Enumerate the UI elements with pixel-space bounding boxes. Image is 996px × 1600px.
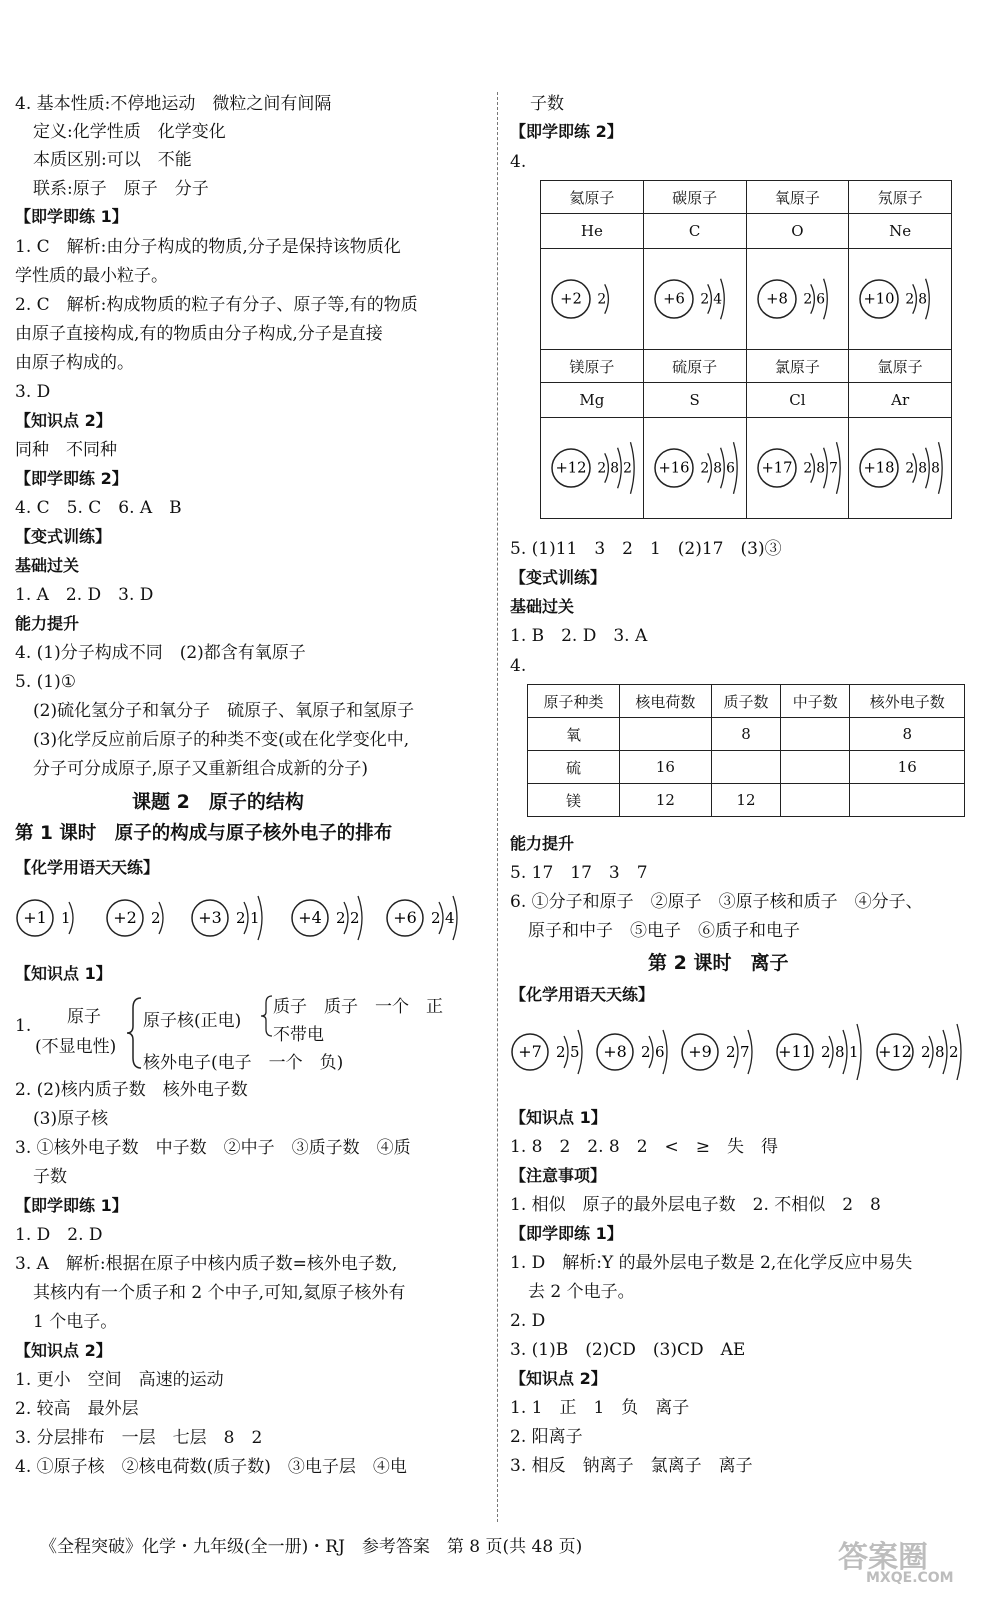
right-line: 1. B 2. D 3. A bbox=[510, 626, 648, 646]
atom-diagram bbox=[860, 279, 929, 319]
atom-diagram bbox=[292, 896, 362, 940]
atom-diagram bbox=[552, 280, 608, 318]
right-line: 3. (1)B (2)CD (3)CD AE bbox=[510, 1340, 746, 1360]
table-row bbox=[528, 718, 965, 751]
particle-table-cell: 硫 bbox=[528, 751, 620, 784]
nucleus-charge: +4 bbox=[298, 908, 322, 927]
particle-table-cell bbox=[619, 718, 711, 751]
nucleus-charge: +9 bbox=[688, 1042, 712, 1061]
shell-electron-count: 2 bbox=[236, 909, 246, 927]
right-line: 子数 bbox=[530, 94, 564, 114]
right-line: 2. D bbox=[510, 1311, 546, 1331]
shell-electron-count: 1 bbox=[250, 909, 260, 927]
atom-name-cell: 碳原子 bbox=[643, 181, 746, 214]
right-line: 基础过关 bbox=[510, 597, 575, 616]
table-row bbox=[528, 751, 965, 784]
shell-electron-count: 4 bbox=[445, 909, 455, 927]
lesson-title: 课题 2 原子的结构 bbox=[132, 791, 304, 813]
left-line: (2)硫化氢分子和氧分子 硫原子、氧原子和氢原子 bbox=[33, 701, 415, 721]
left-line: 【即学即练 2】 bbox=[15, 469, 128, 488]
atom-diagram bbox=[758, 279, 827, 319]
atom-diagram bbox=[552, 442, 634, 494]
left-line: 2. C 解析:构成物质的粒子有分子、原子等,有的物质 bbox=[15, 295, 418, 315]
shell-electron-count: 7 bbox=[740, 1043, 750, 1061]
left-line: 【知识点 2】 bbox=[15, 1341, 112, 1360]
watermark-url: MXQE.COM bbox=[866, 1570, 954, 1586]
nucleus-charge: +6 bbox=[662, 290, 685, 308]
atom-structure-number: 1. bbox=[15, 1016, 32, 1036]
left-line: 基础过关 bbox=[15, 556, 80, 575]
nucleus-charge: +18 bbox=[863, 459, 895, 477]
left-line: 4. (1)分子构成不同 (2)都含有氧原子 bbox=[15, 643, 306, 663]
class-title: 第 1 课时 原子的构成与原子核外电子的排布 bbox=[15, 823, 393, 844]
right-line: 1. 1 正 1 负 离子 bbox=[510, 1398, 690, 1418]
right-line: 5. 17 17 3 7 bbox=[510, 863, 648, 883]
atom-diagram bbox=[107, 900, 163, 936]
atom-name-cell: 镁原子 bbox=[541, 350, 644, 383]
particle-table-cell: 8 bbox=[850, 718, 965, 751]
atom-diagram-cell bbox=[746, 418, 849, 519]
shell-electron-count: 4 bbox=[712, 291, 722, 308]
particle-table-cell bbox=[850, 784, 965, 817]
atom-diagram bbox=[758, 442, 840, 494]
left-brace bbox=[125, 996, 145, 1070]
left-line: (3)化学反应前后原子的种类不变(或在化学变化中, bbox=[33, 730, 410, 750]
shell-electron-count: 8 bbox=[610, 460, 620, 477]
left-line: 【即学即练 1】 bbox=[15, 207, 128, 226]
atom-name-cell: 氖原子 bbox=[849, 181, 952, 214]
left-line: 由原子构成的。 bbox=[15, 353, 134, 373]
atom-diagram bbox=[387, 896, 457, 940]
shell-electron-count: 5 bbox=[570, 1043, 580, 1061]
right-line: 【即学即练 2】 bbox=[510, 122, 623, 141]
left-line: 3. A 解析:根据在原子中核内质子数=核外电子数, bbox=[15, 1254, 398, 1274]
left-line: 3. 分层排布 一层 七层 8 2 bbox=[15, 1428, 263, 1448]
left-line: 【化学用语天天练】 bbox=[15, 858, 160, 877]
shell-electron-count: 7 bbox=[828, 460, 838, 477]
left-line: 【即学即练 1】 bbox=[15, 1196, 128, 1215]
shell-electron-count: 2 bbox=[726, 1043, 736, 1061]
neutron-label: 不带电 bbox=[273, 1025, 324, 1045]
particle-table-header: 质子数 bbox=[711, 685, 780, 718]
atom-diagram bbox=[597, 1030, 667, 1074]
left-line: 同种 不同种 bbox=[15, 440, 117, 460]
shell-electron-count: 8 bbox=[815, 460, 825, 477]
right-line: 【变式训练】 bbox=[510, 568, 607, 587]
shell-electron-count: 1 bbox=[849, 1043, 859, 1061]
proton-label: 质子 质子 一个 正 bbox=[273, 997, 443, 1017]
atom-name-cell: 硫原子 bbox=[643, 350, 746, 383]
shell-electron-count: 8 bbox=[712, 460, 722, 477]
nucleus-charge: +16 bbox=[658, 459, 690, 477]
left-line: 2. (2)核内质子数 核外电子数 bbox=[15, 1080, 248, 1100]
right-line: 【知识点 1】 bbox=[510, 1108, 607, 1127]
left-line: 分子可分成原子,原子又重新组合成新的分子) bbox=[33, 759, 369, 779]
particle-table-cell: 8 bbox=[711, 718, 780, 751]
atom-name-cell: 氧原子 bbox=[746, 181, 849, 214]
left-line: 本质区别:可以 不能 bbox=[33, 150, 192, 170]
right-line: 1. 相似 原子的最外层电子数 2. 不相似 2 8 bbox=[510, 1195, 881, 1215]
particle-table bbox=[527, 684, 965, 817]
particle-table-cell bbox=[781, 718, 850, 751]
atom-symbol-cell: Ne bbox=[849, 214, 952, 249]
shell-electron-count: 6 bbox=[725, 460, 735, 477]
column-divider bbox=[497, 92, 498, 1522]
shell-electron-count: 2 bbox=[336, 909, 346, 927]
atom-name-cell: 氯原子 bbox=[746, 350, 849, 383]
atom-diagram bbox=[17, 900, 73, 936]
atom-diagram-cell bbox=[541, 249, 644, 350]
atom-symbol-cell: He bbox=[541, 214, 644, 249]
watermark: 答案圈 bbox=[838, 1540, 928, 1575]
left-line: 【知识点 1】 bbox=[15, 964, 112, 983]
nucleus-charge: +6 bbox=[393, 908, 417, 927]
shell-electron-count: 2 bbox=[556, 1043, 566, 1061]
atom-diagram bbox=[192, 896, 262, 940]
particle-table-cell: 氧 bbox=[528, 718, 620, 751]
left-line: (3)原子核 bbox=[33, 1109, 109, 1129]
shell-electron-count: 6 bbox=[815, 291, 825, 308]
electron-label: 核外电子(电子 一个 负) bbox=[143, 1053, 344, 1073]
shell-electron-count: 2 bbox=[700, 460, 709, 477]
left-line: 1. D 2. D bbox=[15, 1225, 103, 1245]
particle-table-cell: 16 bbox=[850, 751, 965, 784]
atom-diagram bbox=[512, 1030, 582, 1074]
particle-table-cell bbox=[781, 751, 850, 784]
left-line: 其核内有一个质子和 2 个中子,可知,氦原子核外有 bbox=[33, 1283, 406, 1303]
left-line: 子数 bbox=[33, 1167, 67, 1187]
nucleus-charge: +8 bbox=[765, 290, 788, 308]
shell-electron-count: 8 bbox=[931, 460, 941, 477]
right-line: 【即学即练 1】 bbox=[510, 1224, 623, 1243]
right-line: 【注意事项】 bbox=[510, 1166, 607, 1185]
footer bbox=[40, 1532, 940, 1557]
right-line: 4. bbox=[510, 152, 527, 172]
left-line: 联系:原子 原子 分子 bbox=[33, 179, 209, 199]
atom-symbol-cell: Mg bbox=[541, 383, 644, 418]
left-line: 【变式训练】 bbox=[15, 527, 112, 546]
shell-electron-count: 2 bbox=[350, 909, 360, 927]
particle-table-cell: 16 bbox=[619, 751, 711, 784]
shell-electron-count: 2 bbox=[821, 1043, 831, 1061]
shell-electron-count: 1 bbox=[61, 909, 71, 927]
particle-table-header: 核外电子数 bbox=[850, 685, 965, 718]
atom-structure bbox=[15, 992, 485, 1074]
shell-electron-count: 2 bbox=[597, 460, 607, 477]
shell-electron-count: 2 bbox=[623, 460, 632, 477]
atom-label: 原子 bbox=[67, 1007, 101, 1027]
atom-diagram bbox=[655, 442, 737, 494]
particle-table-cell bbox=[781, 784, 850, 817]
right-line: 【化学用语天天练】 bbox=[510, 985, 655, 1004]
atom-symbol-cell: S bbox=[643, 383, 746, 418]
left-line: 1 个电子。 bbox=[33, 1312, 118, 1332]
shell-electron-count: 2 bbox=[641, 1043, 651, 1061]
left-line: 1. 更小 空间 高速的运动 bbox=[15, 1370, 224, 1390]
electron-table bbox=[540, 180, 952, 519]
shell-electron-count: 8 bbox=[918, 291, 928, 308]
atom-symbol-cell: O bbox=[746, 214, 849, 249]
right-line: 6. ①分子和原子 ②原子 ③原子核和质子 ④分子、 bbox=[510, 892, 923, 912]
left-line: 3. ①核外电子数 中子数 ②中子 ③质子数 ④质 bbox=[15, 1138, 411, 1158]
atom-diagram bbox=[860, 442, 942, 494]
nucleus-charge: +17 bbox=[760, 459, 793, 477]
left-line: 学性质的最小粒子。 bbox=[15, 266, 168, 286]
class2-title: 第 2 课时 离子 bbox=[648, 952, 789, 974]
nucleus-label: 原子核(正电) bbox=[143, 1011, 242, 1031]
shell-electron-count: 2 bbox=[905, 460, 915, 477]
particle-table-cell: 12 bbox=[711, 784, 780, 817]
nucleus-charge: +10 bbox=[863, 290, 895, 308]
right-line: 5. (1)11 3 2 1 (2)17 (3)③ bbox=[510, 539, 782, 559]
left-electron-diagrams bbox=[10, 882, 480, 956]
atom-diagram-cell bbox=[541, 418, 644, 519]
left-line: 5. (1)① bbox=[15, 672, 76, 692]
nucleus-charge: +2 bbox=[560, 290, 582, 308]
right-line: 原子和中子 ⑤电子 ⑥质子和电子 bbox=[528, 921, 800, 941]
atom-symbol-cell: Cl bbox=[746, 383, 849, 418]
shell-electron-count: 2 bbox=[802, 460, 812, 477]
shell-electron-count: 8 bbox=[935, 1043, 945, 1061]
atom-diagram bbox=[682, 1030, 752, 1074]
nucleus-charge: +8 bbox=[603, 1042, 627, 1061]
left-line: 4. C 5. C 6. A B bbox=[15, 498, 182, 518]
nucleus-charge: +11 bbox=[778, 1042, 812, 1061]
atom-name-cell: 氦原子 bbox=[541, 181, 644, 214]
nucleus-charge: +2 bbox=[113, 908, 137, 927]
nucleus-charge: +3 bbox=[198, 908, 222, 927]
shell-electron-count: 2 bbox=[802, 291, 812, 308]
particle-table-cell: 12 bbox=[619, 784, 711, 817]
right-line: 能力提升 bbox=[510, 834, 575, 853]
atom-diagram-cell bbox=[849, 418, 952, 519]
left-line: 3. D bbox=[15, 382, 51, 402]
nucleus-charge: +1 bbox=[23, 908, 47, 927]
atom-diagram bbox=[777, 1024, 861, 1080]
right-line: 【知识点 2】 bbox=[510, 1369, 607, 1388]
footer-text: 《全程突破》化学・九年级(全一册)・RJ 参考答案 第 8 页(共 48 页) bbox=[40, 1537, 583, 1557]
atom-diagram-cell bbox=[643, 249, 746, 350]
shell-electron-count: 2 bbox=[597, 291, 607, 308]
shell-electron-count: 2 bbox=[949, 1043, 959, 1061]
right-electron-diagrams bbox=[505, 1010, 970, 1096]
right-line: 4. bbox=[510, 656, 527, 676]
shell-electron-count: 8 bbox=[918, 460, 928, 477]
particle-table-header: 原子种类 bbox=[528, 685, 620, 718]
nucleus-charge: +12 bbox=[878, 1042, 912, 1061]
left-line: 1. A 2. D 3. D bbox=[15, 585, 154, 605]
shell-electron-count: 2 bbox=[431, 909, 441, 927]
atom-symbol-cell: Ar bbox=[849, 383, 952, 418]
left-line: 1. C 解析:由分子构成的物质,分子是保持该物质化 bbox=[15, 237, 401, 257]
right-line: 3. 相反 钠离子 氯离子 离子 bbox=[510, 1456, 753, 1476]
left-line: 定义:化学性质 化学变化 bbox=[33, 122, 226, 142]
atom-diagram bbox=[877, 1024, 961, 1080]
right-line: 1. 8 2 2. 8 2 < ≥ 失 得 bbox=[510, 1137, 778, 1157]
shell-electron-count: 2 bbox=[700, 291, 709, 308]
nucleus-charge: +12 bbox=[555, 459, 587, 477]
left-line: 2. 较高 最外层 bbox=[15, 1399, 139, 1419]
left-line: 4. 基本性质:不停地运动 微粒之间有间隔 bbox=[15, 94, 332, 114]
particle-table-header: 中子数 bbox=[781, 685, 850, 718]
shell-electron-count: 6 bbox=[655, 1043, 665, 1061]
right-line: 2. 阳离子 bbox=[510, 1427, 583, 1447]
table-row bbox=[528, 784, 965, 817]
atom-diagram-cell bbox=[643, 418, 746, 519]
nucleus-charge: +7 bbox=[518, 1042, 542, 1061]
atom-symbol-cell: C bbox=[643, 214, 746, 249]
particle-table-cell: 镁 bbox=[528, 784, 620, 817]
atom-diagram-cell bbox=[746, 249, 849, 350]
particle-table-header: 核电荷数 bbox=[619, 685, 711, 718]
left-line: 能力提升 bbox=[15, 614, 80, 633]
atom-note: (不显电性) bbox=[35, 1037, 117, 1057]
shell-electron-count: 2 bbox=[905, 291, 915, 308]
shell-electron-count: 2 bbox=[151, 909, 161, 927]
right-line: 1. D 解析:Y 的最外层电子数是 2,在化学反应中易失 bbox=[510, 1253, 913, 1273]
atom-diagram-cell bbox=[849, 249, 952, 350]
left-line: 【知识点 2】 bbox=[15, 411, 112, 430]
particle-table-cell bbox=[711, 751, 780, 784]
left-line: 4. ①原子核 ②核电荷数(质子数) ③电子层 ④电 bbox=[15, 1457, 407, 1477]
atom-diagram bbox=[655, 279, 724, 319]
shell-electron-count: 2 bbox=[921, 1043, 931, 1061]
shell-electron-count: 8 bbox=[835, 1043, 845, 1061]
right-line: 去 2 个电子。 bbox=[528, 1282, 635, 1302]
left-line: 由原子直接构成,有的物质由分子构成,分子是直接 bbox=[15, 324, 383, 344]
atom-name-cell: 氩原子 bbox=[849, 350, 952, 383]
